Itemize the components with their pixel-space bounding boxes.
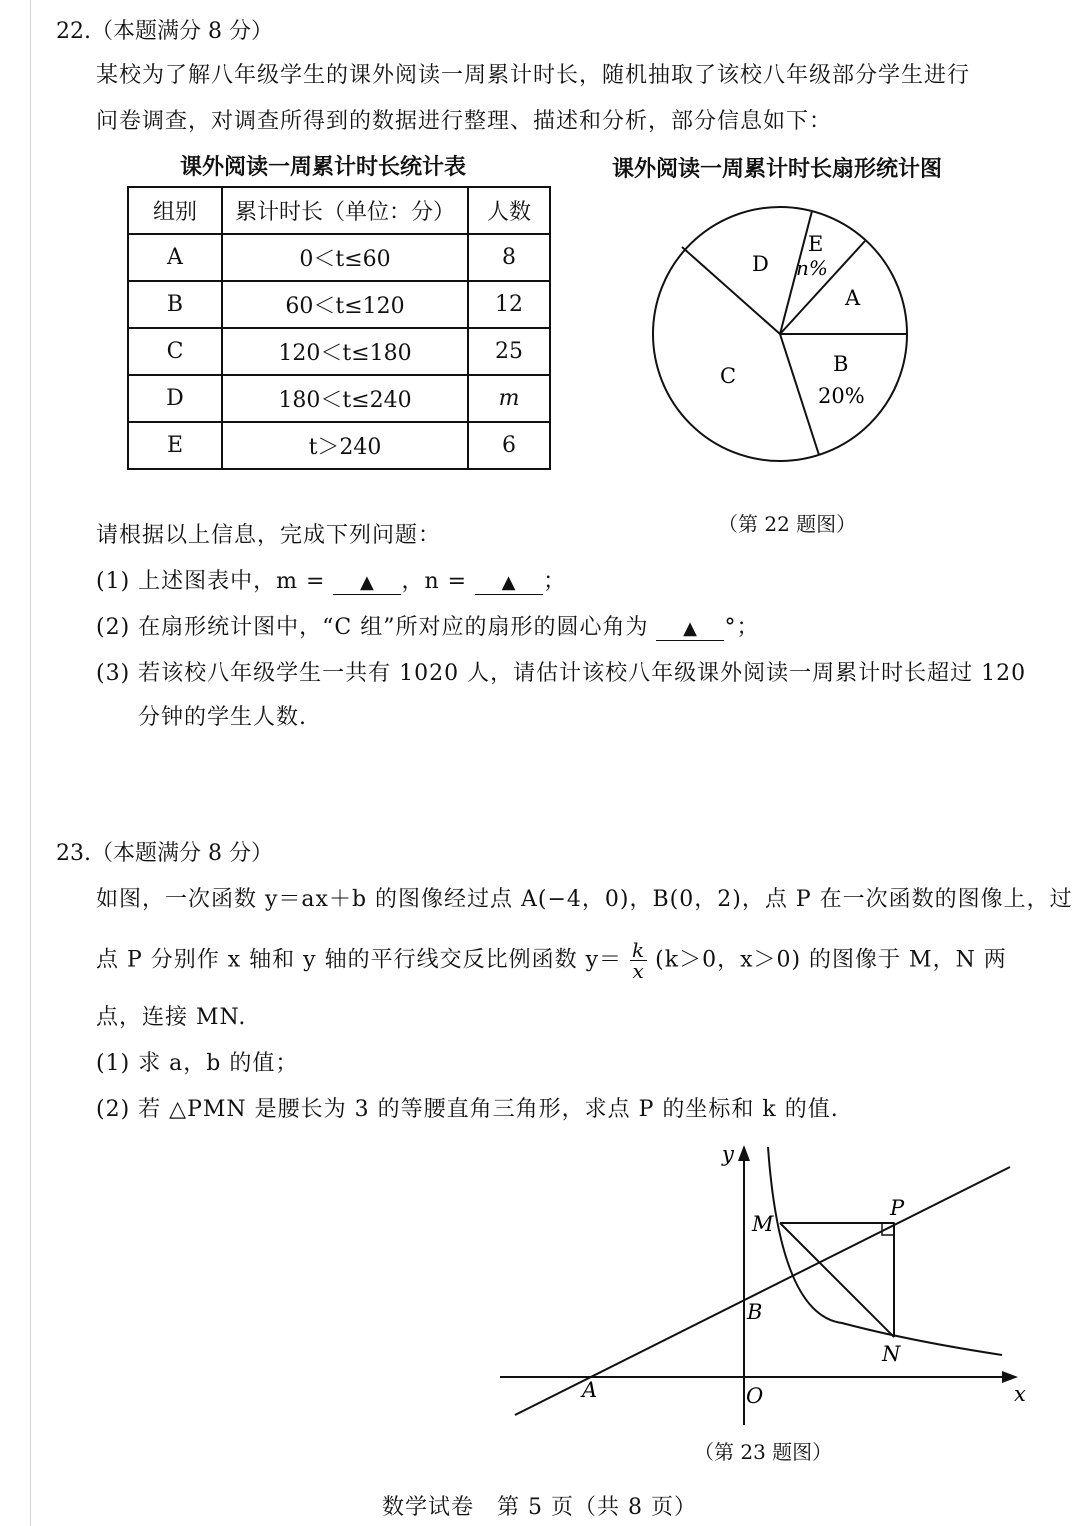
label-origin: O [746,1384,764,1408]
answer-blank-n[interactable]: ▲ [475,572,543,595]
q22-sub3-line2: 分钟的学生人数. [138,705,307,730]
pie-label-e-percent: n% [796,256,828,280]
table-row [128,422,550,469]
y-axis-arrow-icon [738,1145,750,1161]
q23-line1: 如图，一次函数 y＝ax＋b 的图像经过点 A(−4，0)，B(0，2)，点 P 在一次函数的图像上，过 [96,887,1073,912]
pie-title: 课外阅读一周累计时长扇形统计图 [612,157,943,182]
q22-intro-line2: 问卷调查，对调查所得到的数据进行整理、描述和分析，部分信息如下： [96,109,833,134]
table-title: 课外阅读一周累计时长统计表 [180,155,467,180]
q23-header: 23.（本题满分 8 分） [56,841,273,866]
pie-chart [640,195,920,475]
q22-header: 22.（本题满分 8 分） [56,19,273,44]
sub1-mid-text: ，n = [401,569,468,594]
q22-intro-line1: 某校为了解八年级学生的课外阅读一周累计时长，随机抽取了该校八年级部分学生进行 [96,63,971,88]
pie-divider-b-c [780,334,819,455]
label-x: x [1014,1382,1026,1406]
label-b: B [747,1300,763,1324]
table-row [128,375,550,422]
cell-range: 60＜t≤120 [222,281,468,328]
table-header-row [128,187,550,234]
page-margin-line [30,0,31,1526]
q22-sub2 [96,610,760,641]
cell-group: C [128,328,222,375]
q22-sub1 [96,564,566,595]
answer-blank-angle[interactable]: ▲ [656,618,724,641]
q23-line2-post: (k＞0，x＞0) 的图像于 M，N 两 [655,947,1007,973]
pie-label-c: C [720,364,737,388]
header-cell-count: 人数 [468,187,550,234]
sub1-end-text: ； [543,569,567,594]
segment-mn [780,1223,894,1337]
function-graph [490,1135,1040,1435]
cell-count: m [468,375,550,422]
cell-range: t＞240 [222,422,468,469]
reading-time-table [127,186,551,470]
fraction-numerator: k [632,938,646,962]
q23-figure-caption: （第 23 题图） [694,1440,833,1464]
label-a: A [582,1378,598,1402]
inverse-function-curve [768,1147,1002,1355]
q23-line3: 点，连接 MN. [96,1005,247,1030]
q22-figure-caption: （第 22 题图） [718,512,857,536]
sub1-text: (1) 上述图表中，m = [96,569,326,594]
answer-blank-m[interactable]: ▲ [333,572,401,595]
cell-count: 25 [468,328,550,375]
cell-range: 0＜t≤60 [222,234,468,281]
q23-line2 [96,940,1007,981]
header-cell-group: 组别 [128,187,222,234]
fraction-denominator: x [632,959,645,983]
q22-sub3-line1: (3) 若该校八年级学生一共有 1020 人，请估计该校八年级课外阅读一周累计时长超过 120 [96,661,1027,686]
q23-line2-pre: 点 P 分别作 x 轴和 y 轴的平行线交反比例函数 y＝ [96,947,623,973]
pie-label-b: B [833,352,849,376]
cell-group: A [128,234,222,281]
cell-group: E [128,422,222,469]
cell-range: 180＜t≤240 [222,375,468,422]
table-row [128,328,550,375]
q23-sub1: (1) 求 a，b 的值； [96,1051,299,1076]
pie-label-b-percent: 20% [818,384,865,408]
cell-group: B [128,281,222,328]
table-row [128,234,550,281]
cell-count: 12 [468,281,550,328]
pie-label-a: A [845,286,861,310]
pie-label-e: E [808,232,824,256]
cell-range: 120＜t≤180 [222,328,468,375]
table-row [128,281,550,328]
label-p: P [890,1196,905,1220]
sub2-text: (2) 在扇形统计图中，“C 组”所对应的扇形的圆心角为 [96,615,649,640]
q23-sub2: (2) 若 △PMN 是腰长为 3 的等腰直角三角形，求点 P 的坐标和 k 的值. [96,1097,839,1122]
label-m: M [752,1212,774,1236]
q22-prompt: 请根据以上信息，完成下列问题： [96,523,442,548]
label-n: N [882,1342,901,1366]
page-footer: 数学试卷 第 5 页（共 8 页） [382,1495,697,1520]
fraction-k-over-x [630,940,647,981]
sub2-end-text: °； [724,615,760,640]
pie-label-d: D [752,252,769,276]
cell-count: 6 [468,422,550,469]
cell-count: 8 [468,234,550,281]
label-y: y [722,1142,734,1166]
cell-group: D [128,375,222,422]
header-cell-range: 累计时长（单位：分） [222,187,468,234]
